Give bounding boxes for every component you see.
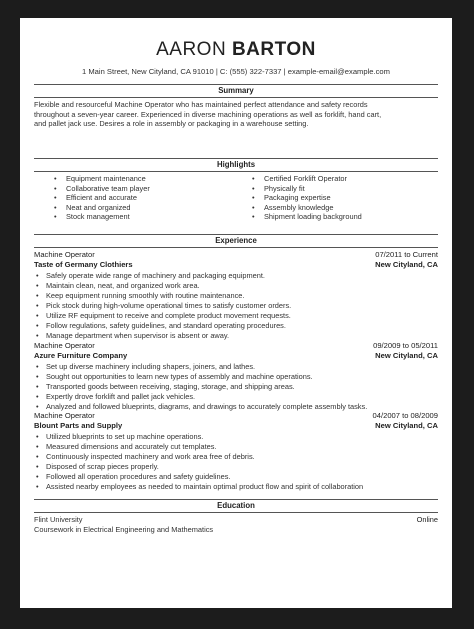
duty-item: • Measured dimensions and accurately cut templates.: [34, 442, 438, 452]
summary-text: [34, 100, 438, 129]
job-dates: 09/2009 to 05/2011: [373, 341, 438, 350]
education-school: Flint University: [34, 515, 83, 524]
duty-item: • Followed all operation procedures and safety guidelines.: [34, 472, 438, 482]
highlight-item: • Stock management: [52, 212, 150, 222]
job-company: Azure Furniture Company: [34, 351, 128, 360]
education-coursework: Coursework in Electrical Engineering and Mathematics: [34, 525, 214, 534]
duty-item: • Assisted nearby employees as needed to maintain optimal product flow and spirit of collaboration: [34, 482, 438, 492]
job-location: New Cityland, CA: [375, 421, 438, 430]
duty-item: • Expertly drove forklift and pallet jack vehicles.: [34, 392, 438, 402]
job-duties-list: [34, 362, 438, 412]
education-heading: Education: [34, 499, 438, 513]
duty-item: • Manage department when supervisor is absent or away.: [34, 331, 438, 341]
highlight-item: • Shipment loading background: [250, 212, 362, 222]
duty-item: • Continuously inspected machinery and work area free of debris.: [34, 452, 438, 462]
duty-item: • Analyzed and followed blueprints, diagrams, and drawings to accurately complete assembly tasks.: [34, 402, 438, 412]
highlight-item: • Physically fit: [250, 184, 362, 194]
duty-item: • Safely operate wide range of machinery and packaging equipment.: [34, 271, 438, 281]
last-name: BARTON: [231, 39, 316, 60]
duty-item: • Utilized blueprints to set up machine operations.: [34, 432, 438, 442]
highlight-item: • Collaborative team player: [52, 184, 150, 194]
job-title: Machine Operator: [34, 411, 95, 420]
duty-item: • Pick stock during high-volume operational times to satisfy customer orders.: [34, 301, 438, 311]
highlights-heading: Highlights: [34, 158, 438, 172]
duty-item: • Maintain clean, neat, and organized work area.: [34, 281, 438, 291]
resume-page: [20, 18, 452, 608]
job-location: New Cityland, CA: [375, 260, 438, 269]
summary-heading: Summary: [34, 84, 438, 98]
job-location: New Cityland, CA: [375, 351, 438, 360]
highlight-item: • Equipment maintenance: [52, 174, 150, 184]
first-name: AARON: [156, 39, 227, 60]
duty-item: • Transported goods between receiving, staging, storage, and shipping areas.: [34, 382, 438, 392]
highlight-item: • Neat and organized: [52, 203, 150, 213]
duty-item: • Follow regulations, safety guidelines, and standard operating procedures.: [34, 321, 438, 331]
highlight-item: • Packaging expertise: [250, 193, 362, 203]
job-dates: 07/2011 to Current: [375, 250, 438, 259]
experience-heading: Experience: [34, 234, 438, 248]
highlight-item: • Assembly knowledge: [250, 203, 362, 213]
job-duties-list: [34, 432, 438, 492]
highlights-left-list: [52, 174, 150, 222]
duty-item: • Disposed of scrap pieces properly.: [34, 462, 438, 472]
summary-line: and pallet jack use. Desires a role in assembly or packaging in a warehouse setting.: [34, 119, 309, 129]
highlight-item: • Efficient and accurate: [52, 193, 150, 203]
highlights-right-list: [250, 174, 362, 222]
applicant-name: [20, 39, 452, 61]
summary-line: throughout a seven-year career. Experienced in diverse machining operations as well as forklift, hand cart,: [34, 109, 382, 119]
duty-item: • Sought out opportunities to learn new types of assembly and machine operations.: [34, 372, 438, 382]
duty-item: • Set up diverse machinery including shapers, joiners, and lathes.: [34, 362, 438, 372]
highlight-item: • Certified Forklift Operator: [250, 174, 362, 184]
job-dates: 04/2007 to 08/2009: [372, 411, 438, 420]
education-mode: Online: [416, 515, 438, 524]
duty-item: • Utilize RF equipment to receive and complete product movement requests.: [34, 311, 438, 321]
job-company: Taste of Germany Clothiers: [34, 260, 133, 269]
duty-item: • Keep equipment running smoothly with routine maintenance.: [34, 291, 438, 301]
job-title: Machine Operator: [34, 341, 95, 350]
job-title: Machine Operator: [34, 250, 95, 259]
job-duties-list: [34, 271, 438, 341]
job-company: Blount Parts and Supply: [34, 421, 123, 430]
contact-line: 1 Main Street, New Cityland, CA 91010 | C: (555) 322-7337 | example-email@example.com: [82, 67, 390, 76]
summary-line: Flexible and resourceful Machine Operator who has maintained perfect attendance and safety records: [34, 100, 368, 109]
